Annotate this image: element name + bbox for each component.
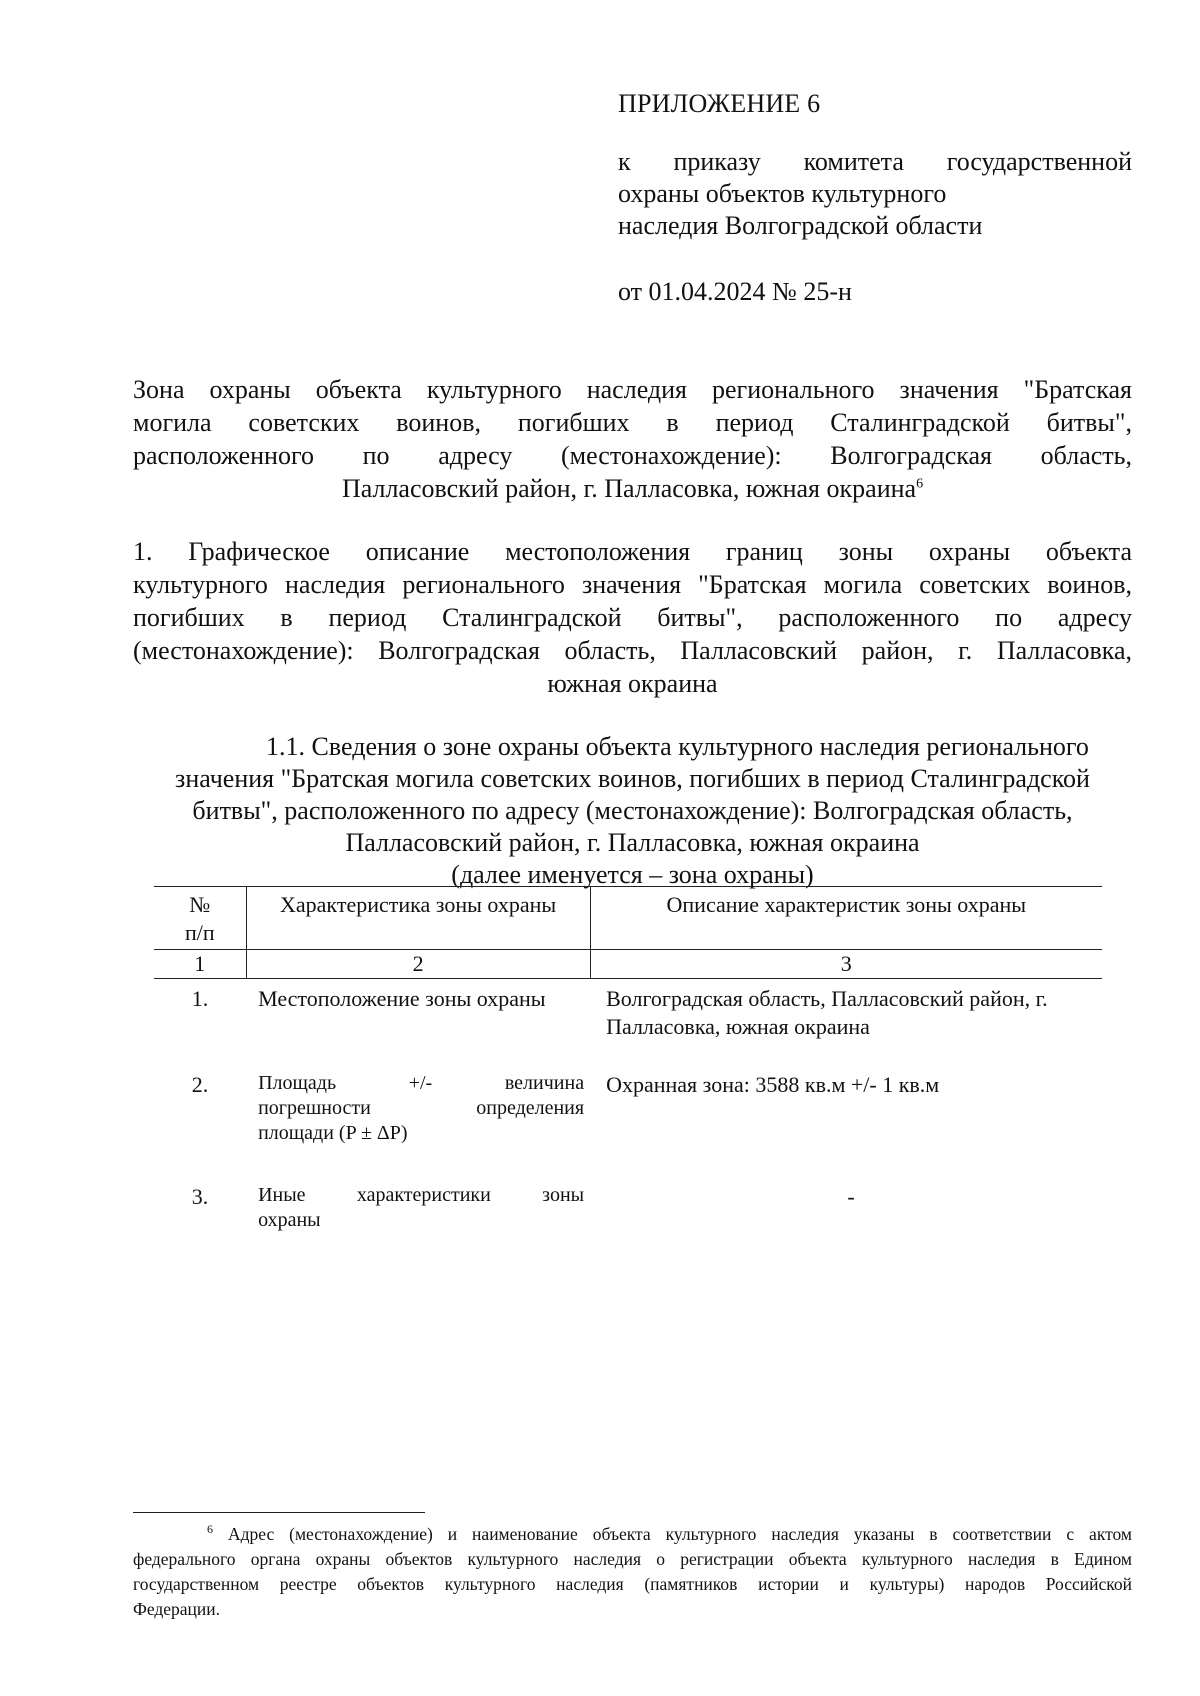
table-row [154,1069,1102,1181]
section-1-1-line: значения "Братская могила советских воинов, погибших в период Сталинградской [175,764,1090,793]
zone-heading [133,373,1132,505]
section-1-1-heading [133,731,1132,891]
row-characteristic-line: охраны [258,1209,321,1231]
section-1-heading [133,535,1132,700]
section-1-line: 1. Графическое описание местоположения границ зоны охраны объекта [133,537,1132,566]
footnote-reference[interactable]: 6 [916,476,924,492]
footnote [133,1522,1132,1622]
row-description [590,979,1102,1070]
table-header-row [154,887,1102,950]
table-column-numbers-row [154,950,1102,979]
order-date: от 01.04.2024 № 25-н [618,277,852,306]
row-characteristic-line: Площадь +/- величина [258,1072,585,1094]
section-1-1-line: Палласовский район, г. Палласовка, южная окраина [345,828,920,857]
row-description: - [847,1184,855,1209]
footnote-line [133,1522,1132,1547]
row-characteristic [246,1069,590,1181]
order-reference [618,146,1132,242]
section-1-1-line: битвы", расположенного по адресу (местонахождение): Волгоградская область, [192,796,1073,825]
header-number-line: п/п [184,920,215,945]
footnote-separator [133,1512,425,1513]
footnote-line: государственном реестре объектов культурного наследия (памятников истории и культуры) народов Российской [133,1574,1132,1594]
section-1-line: южная окраина [547,669,718,698]
section-1-1-line: (далее именуется – зона охраны) [451,860,814,889]
row-number: 1. [191,986,209,1011]
row-characteristic [246,1181,590,1245]
table-row [154,1181,1102,1245]
row-characteristic-line: погрешности определения [258,1097,585,1119]
zone-heading-line: Зона охраны объекта культурного наследия регионального значения "Братская [133,375,1132,404]
footnote-mark: 6 [207,1522,213,1537]
footnote-line: Федерации. [133,1599,221,1619]
footnote-line: федерального органа охраны объектов культурного наследия о регистрации объекта культурного наследия в Едином [133,1549,1132,1569]
header-characteristic: Характеристика зоны охраны [246,887,590,950]
section-1-line: культурного наследия регионального значения "Братская могила советских воинов, [133,570,1132,599]
column-number: 3 [590,950,1102,979]
footnote-line-text: Адрес (местонахождение) и наименование объекта культурного наследия указаны в соответствии с актом [213,1524,1132,1544]
section-1-1-line: 1.1. Сведения о зоне охраны объекта культурного наследия регионального [266,732,1089,761]
row-description-line: Палласовка, южная окраина [606,1014,870,1039]
zone-heading-line: могила советских воинов, погибших в период Сталинградской битвы", [133,408,1132,437]
column-number: 2 [246,950,590,979]
row-description-line: Волгоградская область, Палласовский район, г. [606,986,1048,1011]
zone-heading-line-text: Палласовский район, г. Палласовка, южная окраина [341,474,917,503]
header-description: Описание характеристик зоны охраны [590,887,1102,950]
order-line: к приказу комитета государственной [618,147,1132,176]
appendix-title: ПРИЛОЖЕНИЕ 6 [618,89,821,118]
row-characteristic-text: Местоположение зоны охраны [258,986,546,1011]
order-line: наследия Волгоградской области [618,211,983,240]
section-1-line: (местонахождение): Волгоградская область, Палласовский район, г. Палласовка, [133,636,1132,665]
zone-heading-line: расположенного по адресу (местонахождение): Волгоградская область, [133,441,1132,470]
row-characteristic [246,979,590,1070]
header-number-line: № [189,892,211,917]
row-description: Охранная зона: 3588 кв.м +/- 1 кв.м [606,1072,940,1097]
row-characteristic-line: Иные характеристики зоны [258,1184,585,1206]
table-row [154,979,1102,1070]
section-1-line: погибших в период Сталинградской битвы", расположенного по адресу [133,603,1132,632]
row-characteristic-line: площади (P ± ΔP) [258,1122,408,1144]
zone-heading-line-last [133,472,1132,505]
order-line: охраны объектов культурного [618,179,947,208]
row-number: 2. [191,1072,209,1097]
row-number: 3. [191,1184,209,1209]
zone-characteristics-table [154,886,1102,1245]
column-number: 1 [154,950,246,979]
header-number [154,887,246,950]
